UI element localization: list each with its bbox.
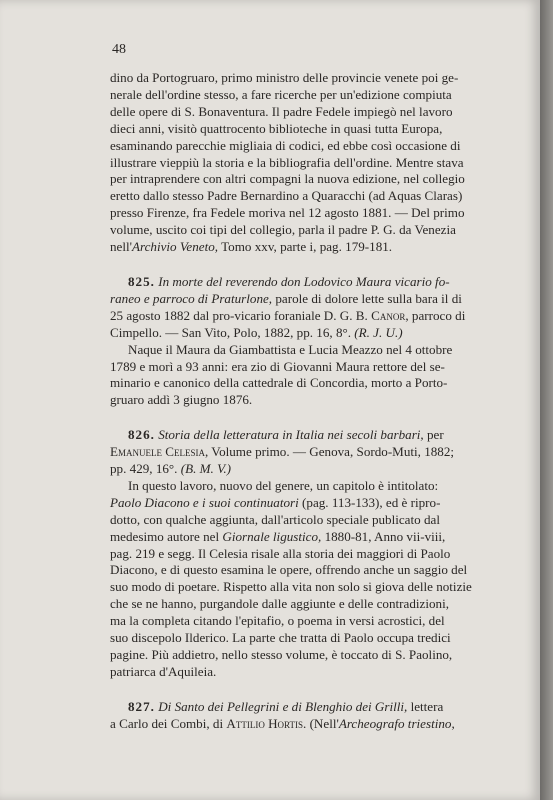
entry-title: Di Santo dei Pellegrini e di Blenghio dei Grilli, xyxy=(158,698,408,714)
text-line: patriarca d'Aquileia. xyxy=(110,663,217,679)
text-line: presso Firenze, fra Fedele moriva nel 12 agosto 1881. — Del primo xyxy=(110,205,465,221)
text-fragment: lettera xyxy=(407,698,444,714)
text-line: Diacono, e di questo esamina le opere, offrendo anche un saggio del xyxy=(110,562,468,578)
text-fragment: 1880-81, Anno vii-viii, xyxy=(321,528,446,544)
text-fragment: , parroco di xyxy=(405,307,466,323)
text-line: eretto dallo stesso Padre Bernardino a Quaracchi (ad Aquas Claras) xyxy=(110,188,463,204)
text-line: delle opere di S. Bonaventura. Il padre Fedele impiegò nel lavoro xyxy=(110,103,453,119)
text-fragment: (pag. 113-133), ed è ripro- xyxy=(298,494,441,510)
text-line: ma la completa citando l'epitafio, o poema in versi acrostici, del xyxy=(110,613,445,629)
text-line: esaminando parecchie migliaia di codici, ed ebbe così occasione di xyxy=(110,137,461,153)
text-line: che se ne hanno, purgandole dalle aggiunte e delle contradizioni, xyxy=(110,596,449,612)
text-line: pagine. Più addietro, nello stesso volume, è toccato di S. Paolino, xyxy=(110,647,453,662)
text-fragment: medesimo autore nel xyxy=(110,528,223,544)
library-ref: (R. J. U.) xyxy=(354,324,403,340)
text-fragment: pp. 429, 16°. xyxy=(110,461,181,477)
work-title: Paolo Diacono e i suoi continuatori xyxy=(110,494,299,510)
text-fragment: parole di dolore lette sulla bara il di xyxy=(272,290,462,306)
text-line: dotto, con qualche aggiunta, dall'articolo speciale publicato dal xyxy=(110,511,440,527)
text-line: pag. 219 e segg. Il Celesia risale alla storia dei maggiori di Paolo xyxy=(110,545,451,561)
page-body xyxy=(110,70,491,733)
text-line: nerale dell'ordine stesso, a fare ricerche per un'edizione compiuta xyxy=(110,86,452,102)
entry-title: In morte del reverendo don Lodovico Maura vicario fo- xyxy=(158,273,450,289)
text-line xyxy=(110,461,491,478)
text-line: Naque il Maura da Giambattista e Lucia Meazzo nel 4 ottobre xyxy=(128,341,453,357)
library-ref: (B. M. V.) xyxy=(180,461,232,477)
author-name: Attilio Hortis xyxy=(226,715,304,731)
text-line: suo discepolo Ilderico. La parte che tratta di Paolo occupa tredici xyxy=(110,630,451,646)
text-line: 1789 e morì a 93 anni: era zio di Giovanni Maura rettore del se- xyxy=(110,358,445,374)
text-line: volume, uscito coi tipi del collegio, parla il padre P. G. da Venezia xyxy=(110,222,456,238)
text-line: minario e canonico della cattedrale di Concordia, morto a Porto- xyxy=(110,375,448,391)
text-line: In questo lavoro, nuovo del genere, un capitolo è intitolato: xyxy=(128,477,439,493)
text-fragment: . (Nell' xyxy=(303,715,339,731)
entry-title: raneo e parroco di Praturlone, xyxy=(110,290,273,306)
entry-heading xyxy=(110,427,491,444)
entry-number: 827. xyxy=(128,698,155,714)
entry-826 xyxy=(110,427,491,681)
text-line xyxy=(110,325,491,342)
text-line xyxy=(110,308,491,325)
text-line xyxy=(110,239,491,256)
text-line xyxy=(110,495,491,512)
journal-title: Giornale ligustico, xyxy=(222,528,322,544)
text-line xyxy=(110,444,491,461)
text-line: suo modo di poetare. Rispetto alla vita non solo si giova delle notizie xyxy=(110,579,472,595)
text-line: per intraprendere con altri compagni la nuova edizione, nel collegio xyxy=(110,171,465,187)
text-line: dino da Portogruaro, primo ministro delle provincie venete poi ge- xyxy=(110,70,459,85)
text-fragment: Cimpello. — San Vito, Polo, 1882, pp. 16, 8°. xyxy=(110,324,355,340)
entry-827 xyxy=(110,699,491,733)
person-name: Canor xyxy=(371,307,406,323)
entry-heading xyxy=(110,699,491,716)
entry-number: 826. xyxy=(128,427,155,443)
text-line: dieci anni, visitò quattrocento biblioteche in quasi tutta Europa, xyxy=(110,120,443,136)
text-fragment: Tomo xxv, parte i, pag. 179-181. xyxy=(218,239,393,255)
page-edge-shadow xyxy=(540,0,553,800)
text-fragment: a Carlo dei Combi, di xyxy=(110,715,227,731)
text-line xyxy=(110,291,491,308)
text-line: illustrare vieppiù la storia e la bibliografia dell'ordine. Mentre stava xyxy=(110,154,464,170)
text-fragment: per xyxy=(423,427,444,443)
text-fragment: 25 agosto 1882 dal pro-vicario foraniale D. G. B. xyxy=(110,307,368,323)
entry-heading xyxy=(110,274,491,291)
text-fragment: nell' xyxy=(110,239,132,255)
text-line xyxy=(110,716,491,733)
entry-number: 825. xyxy=(128,273,155,289)
text-fragment: , Volume primo. — Genova, Sordo-Muti, 1882; xyxy=(205,444,455,460)
author-name: Emanuele Celesia xyxy=(110,444,205,460)
page-number: 48 xyxy=(112,42,126,57)
entry-825 xyxy=(110,274,491,409)
journal-title: Archeografo triestino, xyxy=(338,715,455,731)
text-line: gruaro addì 3 giugno 1876. xyxy=(110,392,253,408)
intro-paragraph xyxy=(110,70,491,256)
entry-title: Storia della letteratura in Italia nei secoli barbari, xyxy=(158,427,424,443)
text-line xyxy=(110,529,491,546)
journal-title: Archivio Veneto, xyxy=(132,239,219,255)
